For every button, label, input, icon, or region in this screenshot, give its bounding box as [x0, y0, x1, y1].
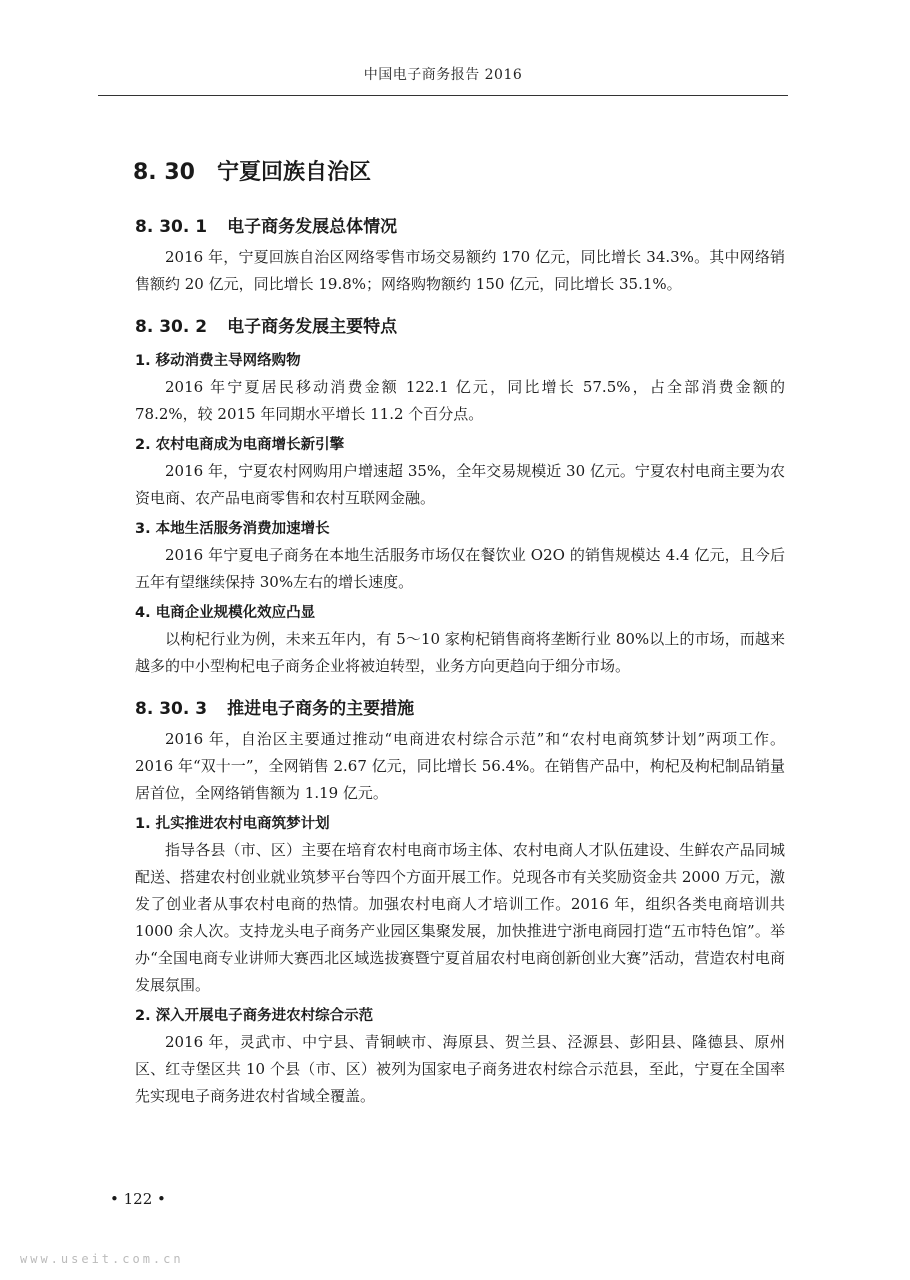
item-heading: 2. 农村电商成为电商增长新引擎	[135, 437, 345, 453]
running-header: 中国电子商务报告 2016	[363, 67, 523, 83]
paragraph: 以枸杞行业为例，未来五年内，有 5～10 家枸杞销售商将垄断行业 80%以上的市场，而越来越多的中小型枸杞电子商务企业将被迫转型，业务方向更趋向于细分市场。	[135, 630, 785, 675]
paragraph: 2016 年，灵武市、中宁县、青铜峡市、海原县、贺兰县、泾源县、彭阳县、隆德县、原州区、红寺堡区共 10 个县（市、区）被列为国家电子商务进农村综合示范县，至此，宁夏在全国率先实现电子商务进农村省域全覆盖。	[135, 1033, 785, 1105]
item-heading: 2. 深入开展电子商务进农村综合示范	[135, 1008, 374, 1024]
subsection-number: 8. 30. 1	[135, 217, 208, 237]
paragraph: 2016 年宁夏居民移动消费金额 122.1 亿元，同比增长 57.5%，占全部消费金额的 78.2%，较 2015 年同期水平增长 11.2 个百分点。	[135, 378, 785, 423]
subsection-heading-1	[135, 210, 785, 244]
header-rule	[98, 95, 788, 96]
paragraph: 2016 年宁夏电子商务在本地生活服务市场仅在餐饮业 O2O 的销售规模达 4.4 亿元，且今后五年有望继续保持 30%左右的增长速度。	[135, 546, 785, 591]
section-number: 8. 30	[133, 160, 195, 185]
paragraph: 指导各县（市、区）主要在培育农村电商市场主体、农村电商人才队伍建设、生鲜农产品同城配送、搭建农村创业就业筑梦平台等四个方面开展工作。兑现各市有关奖励资金共 2000 万元，激发了创业者从事农村电商的热情。加强农村电商人才培训工作。2016 年，组织各类电商培训共 1000 余人次。支持龙头电子商务产业园区集聚发展，加快推进宁浙电商园打造“五市特色馆”。举办“全国电商专业讲师大赛西北区域选拔赛暨宁夏首届农村电商创新创业大赛”活动，营造农村电商发展氛围。	[135, 841, 785, 994]
watermark: www.useit.com.cn	[20, 1252, 184, 1266]
subsection-heading-2	[135, 310, 785, 344]
section-title: 宁夏回族自治区	[216, 160, 371, 185]
item-heading: 1. 扎实推进农村电商筑梦计划	[135, 816, 330, 832]
paragraph: 2016 年，宁夏回族自治区网络零售市场交易额约 170 亿元，同比增长 34.3%。其中网络销售额约 20 亿元，同比增长 19.8%；网络购物额约 150 亿元，同比增长 35.1%。	[135, 248, 785, 293]
page-content	[135, 148, 785, 1110]
subsection-number: 8. 30. 2	[135, 317, 208, 337]
paragraph: 2016 年，宁夏农村网购用户增速超 35%，全年交易规模近 30 亿元。宁夏农村电商主要为农资电商、农产品电商零售和农村互联网金融。	[135, 462, 785, 507]
subsection-title: 推进电子商务的主要措施	[227, 699, 415, 719]
subsection-title: 电子商务发展主要特点	[227, 317, 398, 337]
item-heading: 1. 移动消费主导网络购物	[135, 353, 301, 369]
subsection-title: 电子商务发展总体情况	[227, 217, 398, 237]
subsection-number: 8. 30. 3	[135, 699, 208, 719]
paragraph: 2016 年，自治区主要通过推动“电商进农村综合示范”和“农村电商筑梦计划”两项工作。2016 年“双十一”，全网销售 2.67 亿元，同比增长 56.4%。在销售产品中，枸杞及枸杞制品销量居首位，全网络销售额为 1.19 亿元。	[135, 730, 785, 802]
page-number: • 122 •	[110, 1190, 166, 1208]
item-heading: 3. 本地生活服务消费加速增长	[135, 521, 330, 537]
section-heading	[133, 148, 785, 198]
subsection-heading-3	[135, 692, 785, 726]
item-heading: 4. 电商企业规模化效应凸显	[135, 605, 316, 621]
